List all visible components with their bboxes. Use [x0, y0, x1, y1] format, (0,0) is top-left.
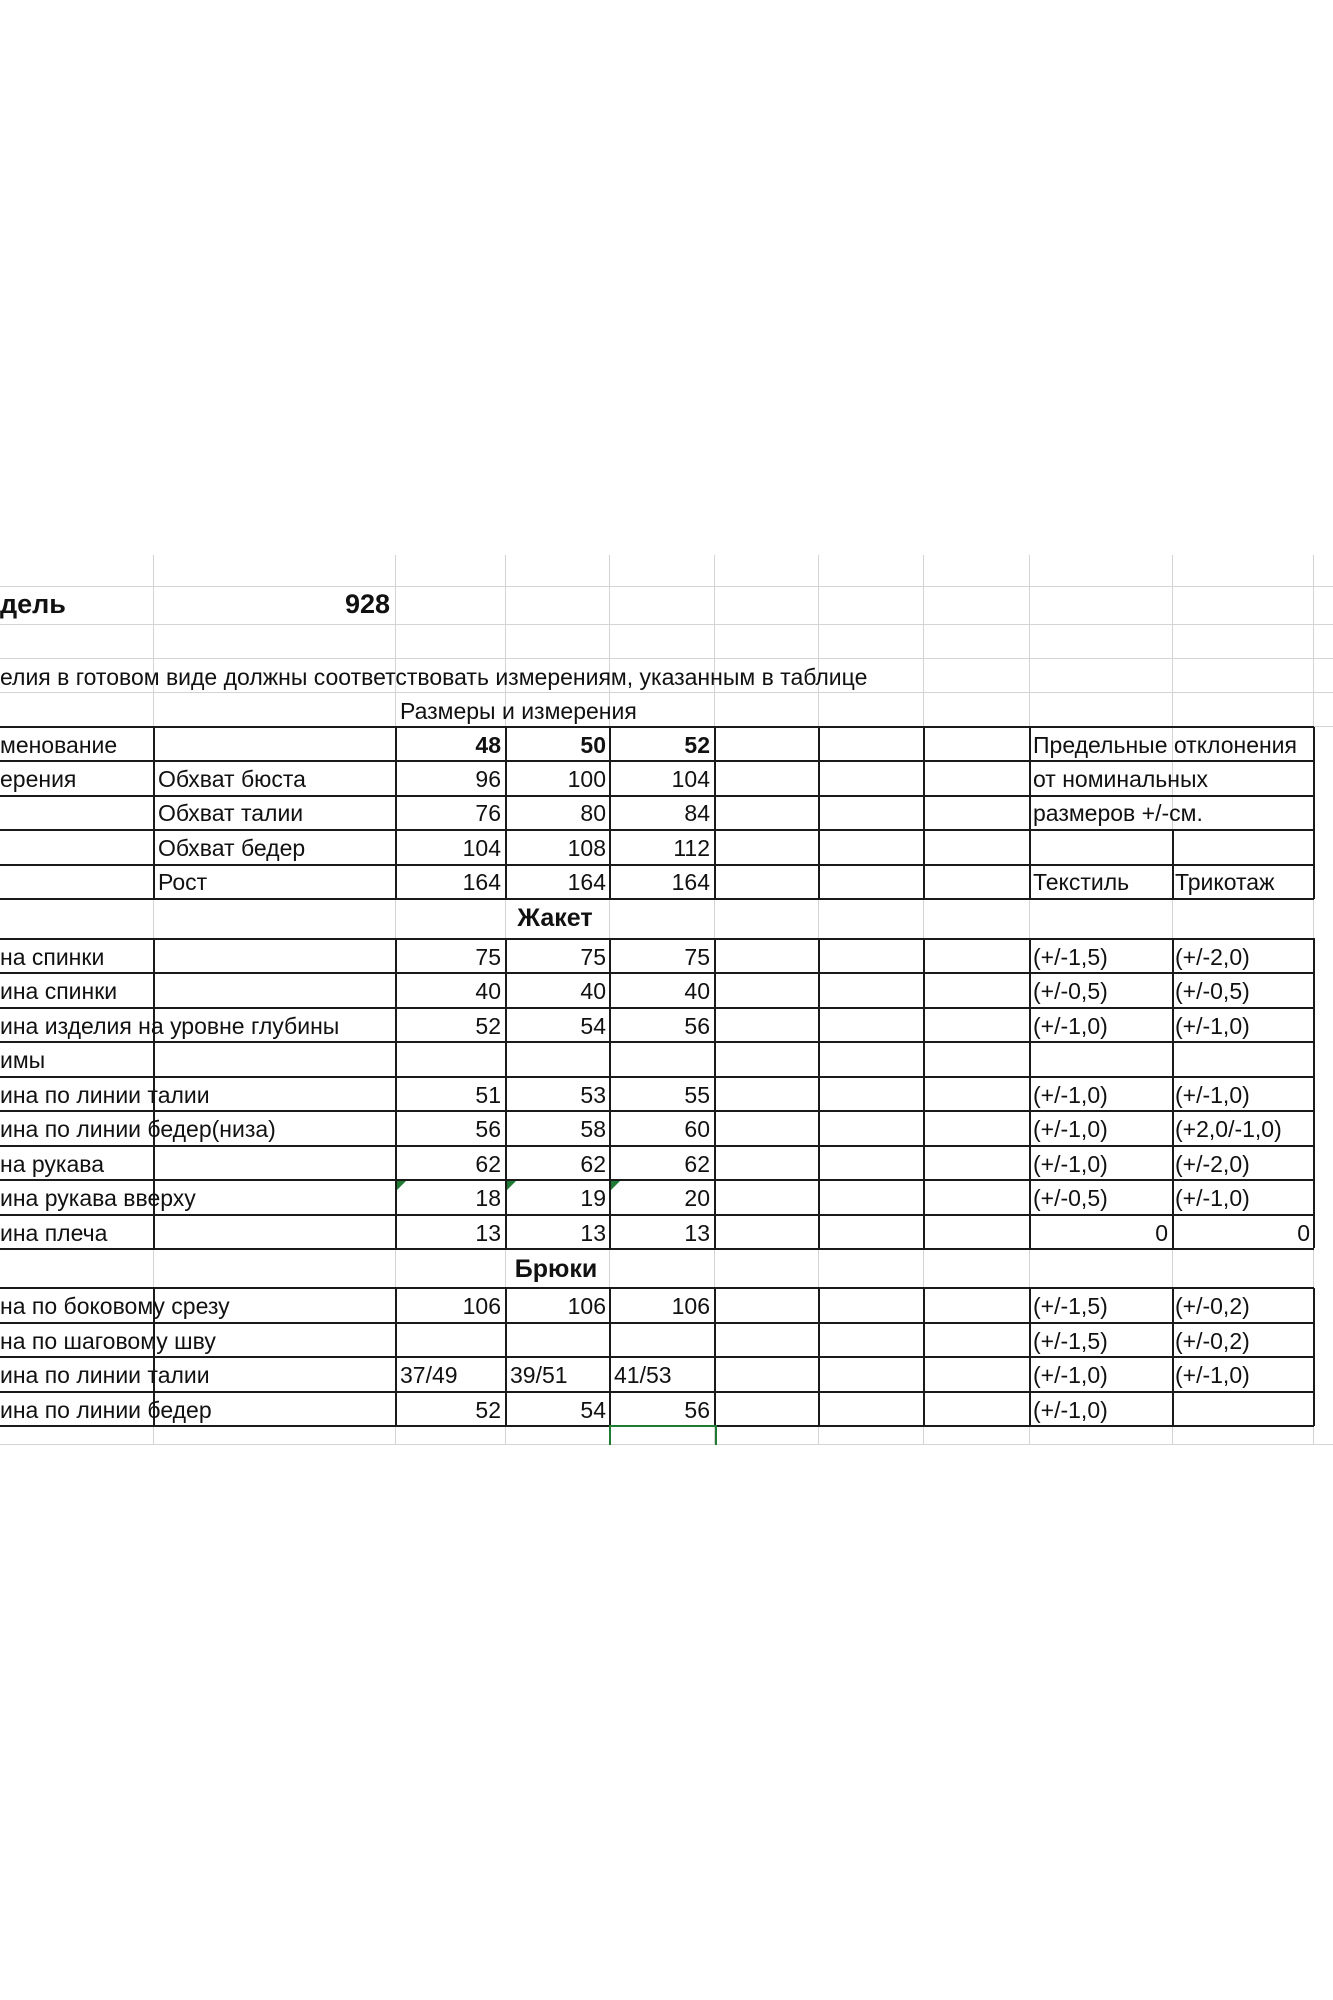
trousers-value: 41/53 — [614, 1362, 672, 1388]
knit-tolerance: (+/-1,0) — [1175, 1013, 1250, 1039]
jacket-value: 75 — [684, 944, 710, 970]
knit-tolerance: (+/-0,2) — [1175, 1328, 1250, 1354]
trousers-value: 106 — [462, 1293, 501, 1319]
measure-value: 164 — [567, 869, 606, 895]
section-title: Размеры и измерения — [400, 698, 637, 724]
model-number: 928 — [344, 589, 390, 619]
trousers-title: Брюки — [514, 1255, 598, 1283]
jacket-value: 40 — [684, 978, 710, 1004]
textile-tolerance: (+/-0,5) — [1033, 1185, 1108, 1211]
measure-label: Обхват бедер — [158, 835, 306, 861]
measure-value: 100 — [567, 766, 606, 792]
measure-value: 104 — [462, 835, 501, 861]
size-50: 50 — [580, 732, 606, 758]
trousers-value: 54 — [580, 1397, 606, 1423]
name-label-1: менование — [0, 732, 118, 758]
textile-tolerance: (+/-1,5) — [1033, 944, 1108, 970]
deviation-line-3: размеров +/-см. — [1033, 800, 1203, 826]
measure-value: 84 — [684, 800, 710, 826]
jacket-row-label: ина рукава вверху — [0, 1185, 196, 1211]
measure-value: 164 — [671, 869, 710, 895]
jacket-row-label: ина по линии бедер(низа) — [0, 1116, 276, 1142]
textile-tolerance: (+/-1,0) — [1033, 1151, 1108, 1177]
jacket-title: Жакет — [517, 904, 593, 932]
trousers-value: 37/49 — [400, 1362, 458, 1388]
trousers-value: 39/51 — [510, 1362, 568, 1388]
knit-tolerance: (+/-1,0) — [1175, 1362, 1250, 1388]
jacket-value: 51 — [475, 1082, 501, 1108]
jacket-value: 20 — [684, 1185, 710, 1211]
trousers-value: 52 — [475, 1397, 501, 1423]
jacket-row-label: имы — [0, 1047, 46, 1073]
trousers-value: 106 — [567, 1293, 606, 1319]
measure-value: 96 — [475, 766, 501, 792]
measure-value: 164 — [462, 869, 501, 895]
knit-tolerance: (+2,0/-1,0) — [1175, 1116, 1282, 1142]
measure-value: 104 — [671, 766, 710, 792]
jacket-row-label: ина по линии талии — [0, 1082, 210, 1108]
measure-value: 76 — [475, 800, 501, 826]
textile-tolerance: (+/-0,5) — [1033, 978, 1108, 1004]
trousers-value: 106 — [671, 1293, 710, 1319]
jacket-value: 62 — [580, 1151, 606, 1177]
size-48: 48 — [475, 732, 501, 758]
jacket-value: 40 — [475, 978, 501, 1004]
jacket-value: 56 — [475, 1116, 501, 1142]
jacket-value: 62 — [475, 1151, 501, 1177]
knit-tolerance: (+/-0,5) — [1175, 978, 1250, 1004]
textile-header: Текстиль — [1033, 869, 1130, 895]
knit-tolerance: 0 — [1297, 1220, 1310, 1246]
trousers-row-label: на по боковому срезу — [0, 1293, 230, 1319]
jacket-value: 18 — [475, 1185, 501, 1211]
jacket-value: 40 — [580, 978, 606, 1004]
measure-value: 108 — [567, 835, 606, 861]
textile-tolerance: (+/-1,0) — [1033, 1362, 1108, 1388]
model-label: дель — [0, 589, 66, 619]
size-52: 52 — [684, 732, 710, 758]
trousers-row-label: ина по линии талии — [0, 1362, 210, 1388]
textile-tolerance: (+/-1,0) — [1033, 1082, 1108, 1108]
knit-tolerance: (+/-1,0) — [1175, 1185, 1250, 1211]
jacket-value: 58 — [580, 1116, 606, 1142]
measure-label: Обхват бюста — [158, 766, 306, 792]
knit-tolerance: (+/-2,0) — [1175, 944, 1250, 970]
jacket-value: 13 — [684, 1220, 710, 1246]
measure-label: Рост — [158, 869, 208, 895]
name-label-2: ерения — [0, 766, 77, 792]
jacket-value: 60 — [684, 1116, 710, 1142]
trousers-row-label: ина по линии бедер — [0, 1397, 212, 1423]
jacket-row-label: на рукава — [0, 1151, 105, 1177]
jacket-row-label: на спинки — [0, 944, 105, 970]
jacket-value: 56 — [684, 1013, 710, 1039]
jacket-row-label: ина плеча — [0, 1220, 108, 1246]
jacket-value: 13 — [580, 1220, 606, 1246]
jacket-value: 55 — [684, 1082, 710, 1108]
jacket-value: 52 — [475, 1013, 501, 1039]
active-cell-selection[interactable] — [609, 1425, 717, 1445]
knit-tolerance: (+/-2,0) — [1175, 1151, 1250, 1177]
note-text: елия в готовом виде должны соответствовать измерениям, указанным в таблице — [0, 664, 868, 690]
textile-tolerance: (+/-1,0) — [1033, 1116, 1108, 1142]
measure-label: Обхват талии — [158, 800, 304, 826]
deviation-line-2: от номинальных — [1033, 766, 1208, 792]
jacket-value: 62 — [684, 1151, 710, 1177]
trousers-value: 56 — [684, 1397, 710, 1423]
knit-tolerance: (+/-0,2) — [1175, 1293, 1250, 1319]
textile-tolerance: (+/-1,0) — [1033, 1013, 1108, 1039]
textile-tolerance: 0 — [1155, 1220, 1168, 1246]
jacket-value: 75 — [580, 944, 606, 970]
measure-value: 80 — [580, 800, 606, 826]
textile-tolerance: (+/-1,5) — [1033, 1293, 1108, 1319]
trousers-row-label: на по шаговому шву — [0, 1328, 216, 1354]
knit-tolerance: (+/-1,0) — [1175, 1082, 1250, 1108]
jacket-value: 53 — [580, 1082, 606, 1108]
jacket-row-label: ина спинки — [0, 978, 118, 1004]
knit-header: Трикотаж — [1175, 869, 1275, 895]
textile-tolerance: (+/-1,0) — [1033, 1397, 1108, 1423]
jacket-value: 54 — [580, 1013, 606, 1039]
jacket-value: 75 — [475, 944, 501, 970]
jacket-value: 19 — [580, 1185, 606, 1211]
jacket-row-label: ина изделия на уровне глубины — [0, 1013, 340, 1039]
deviation-line-1: Предельные отклонения — [1033, 732, 1297, 758]
measure-value: 112 — [673, 835, 710, 861]
textile-tolerance: (+/-1,5) — [1033, 1328, 1108, 1354]
jacket-value: 13 — [475, 1220, 501, 1246]
